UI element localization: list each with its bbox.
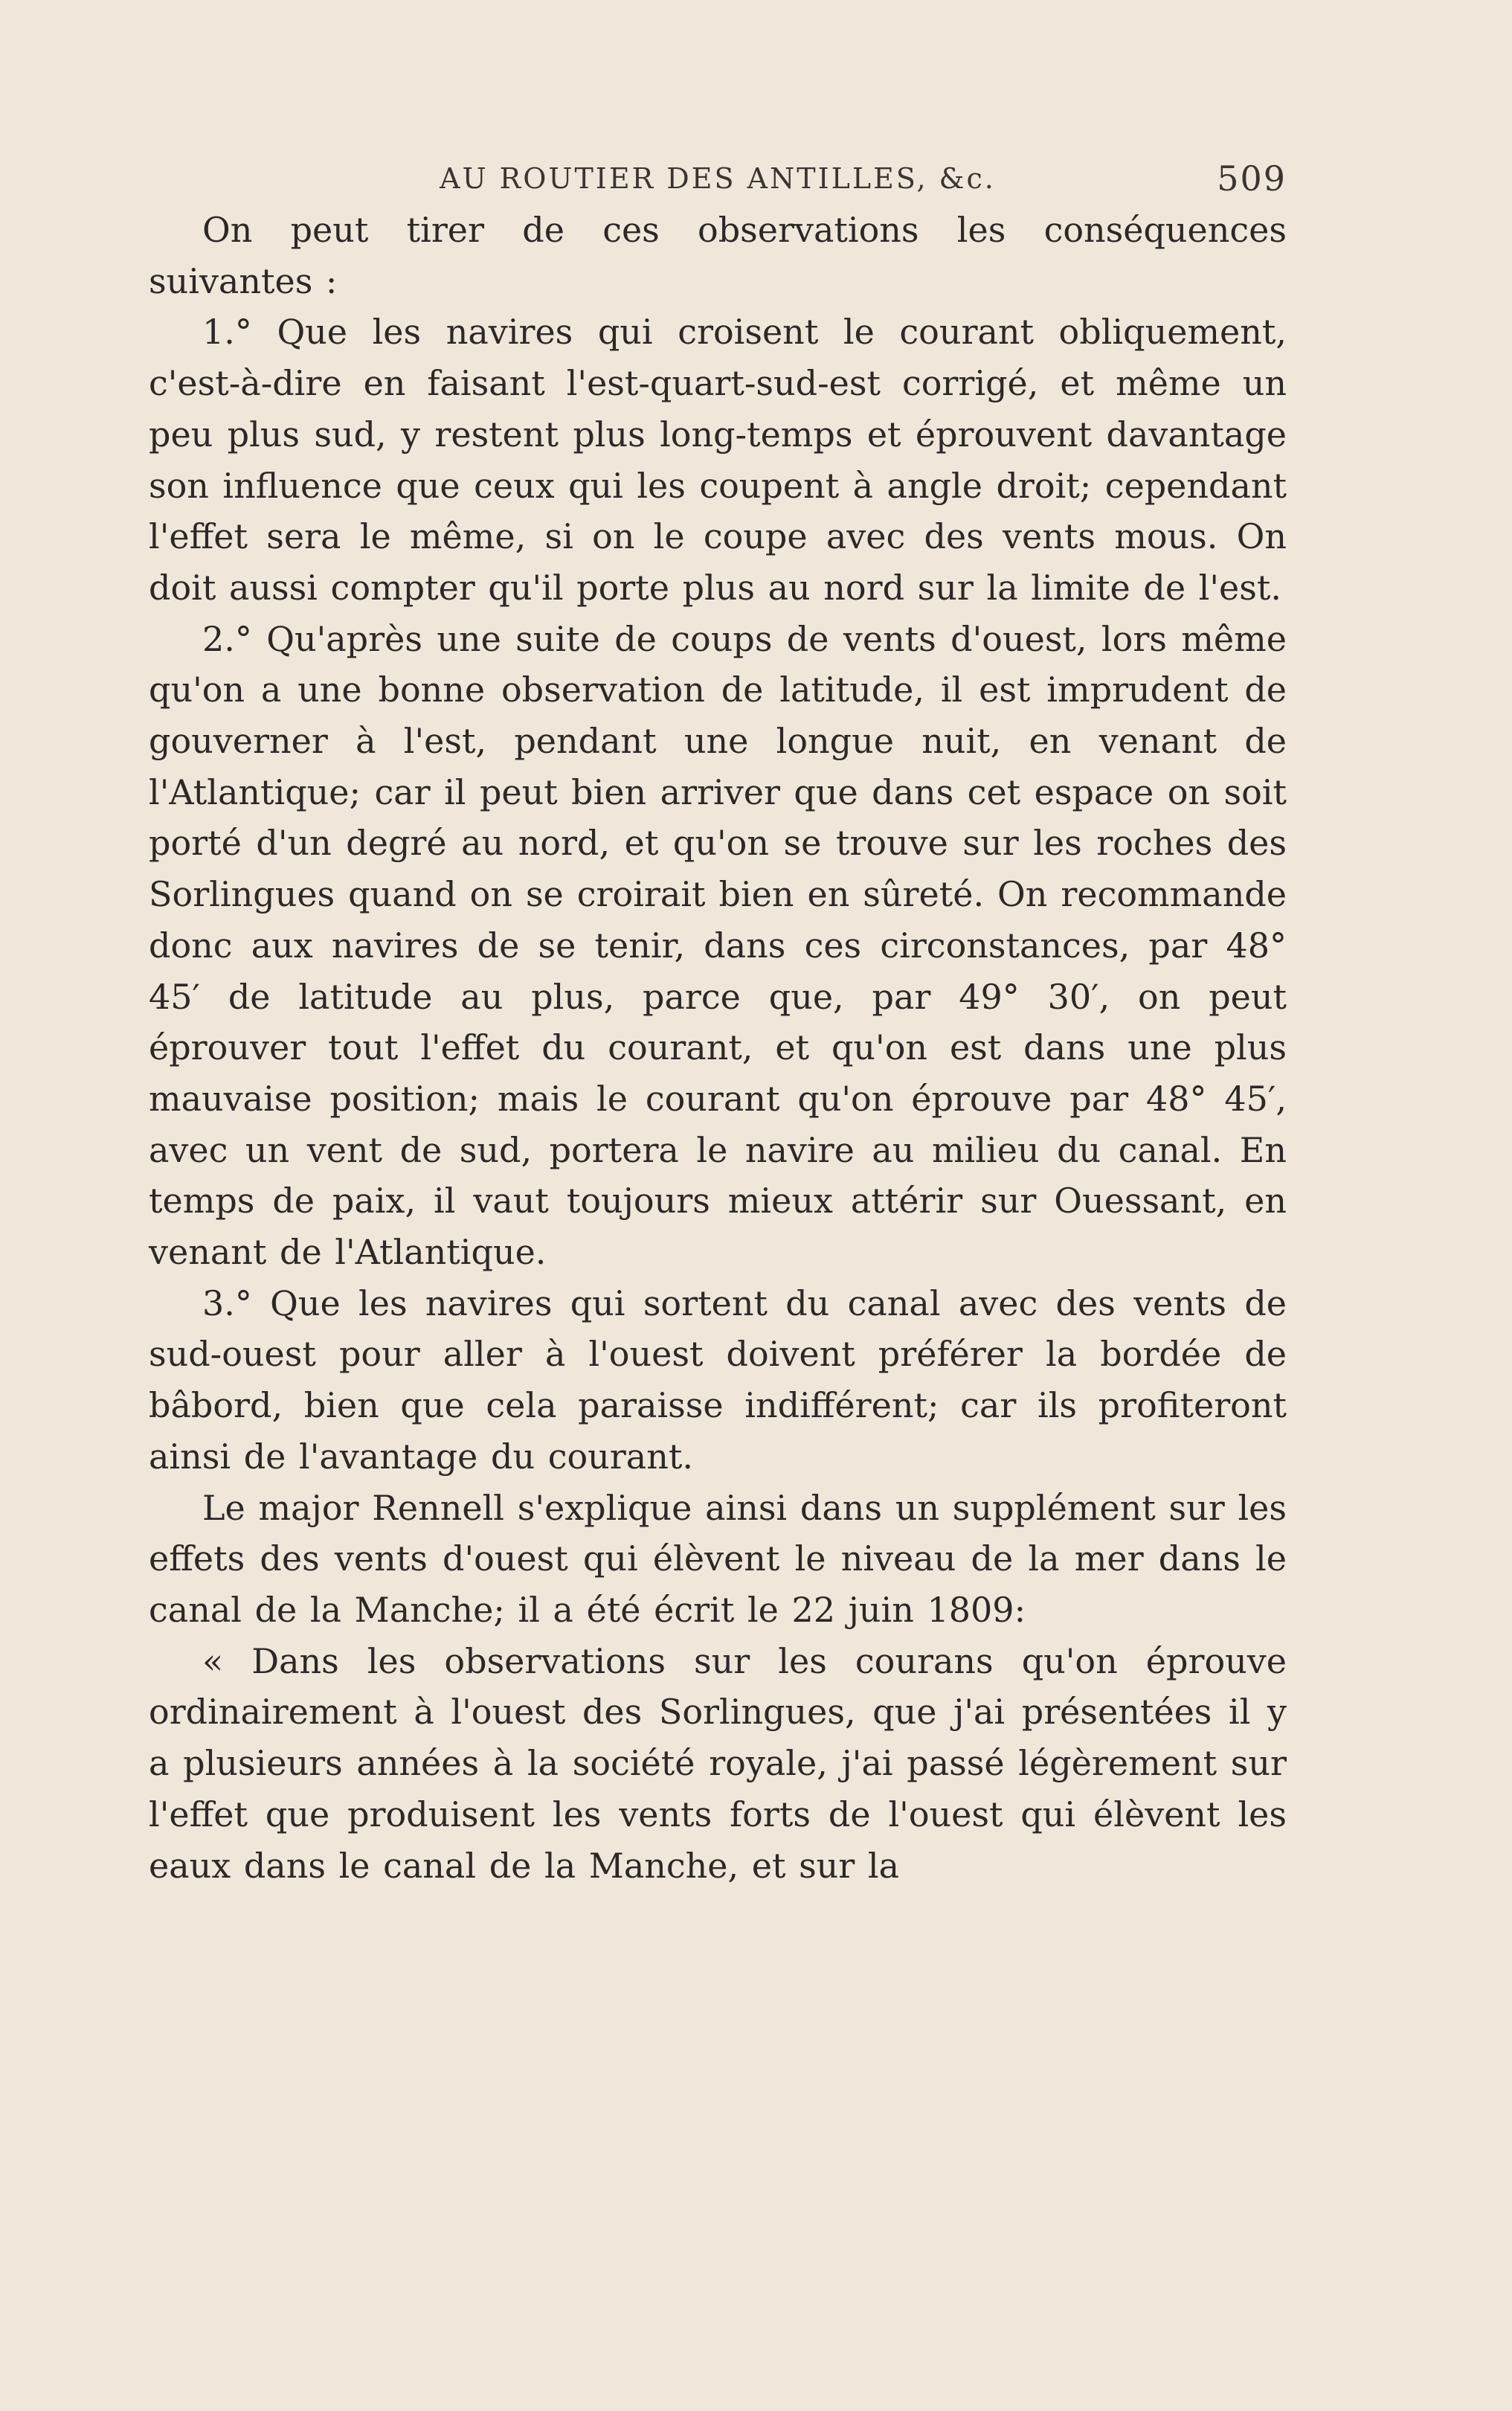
- page-number: 509: [1217, 158, 1287, 199]
- paragraph: Le major Rennell s'explique ainsi dans un supplément sur les effets des vents d'ouest qui élèvent le niveau de la mer dans le canal de la Manche; il a été écrit le 22 juin 1809:: [149, 1487, 1287, 1630]
- paragraph: « Dans les observations sur les courans qu'on éprouve ordinairement à l'ouest des Sorlingues, que j'ai présentées il y a plusieurs années à la société royale, j'ai passé légèrement sur l'effet que produisent les vents forts de l'ouest qui élèvent les eaux dans le canal de la Manche, et sur la: [149, 1640, 1287, 1886]
- paragraph: 2.° Qu'après une suite de coups de vents d'ouest, lors même qu'on a une bonne observation de latitude, il est imprudent de gouverner à l'est, pendant une longue nuit, en venant de l'Atlantique; car il peut bien arriver que dans cet espace on soit porté d'un degré au nord, et qu'on se trouve sur les roches des Sorlingues quand on se croirait bien en sûreté. On recommande donc aux navires de se tenir, dans ces circonstances, par 48° 45′ de latitude au plus, parce que, par 49° 30′, on peut éprouver tout l'effet du courant, et qu'on est dans une plus mauvaise position; mais le courant qu'on éprouve par 48° 45′, avec un vent de sud, portera le navire au milieu du canal. En temps de paix, il vaut toujours mieux attérir sur Ouessant, en venant de l'Atlantique.: [149, 618, 1287, 1273]
- paragraph: 3.° Que les navires qui sortent du canal avec des vents de sud-ouest pour aller à l'ouest doivent préférer la bordée de bâbord, bien que cela paraisse indifférent; car ils profiteront ainsi de l'avantage du courant.: [149, 1282, 1287, 1477]
- running-title: AU ROUTIER DES ANTILLES, &c.: [440, 162, 996, 195]
- paragraph: On peut tirer de ces observations les conséquences suivantes :: [149, 210, 1287, 301]
- body-text: [149, 205, 1287, 1891]
- paragraph: 1.° Que les navires qui croisent le courant obliquement, c'est-à-dire en faisant l'est-quart-sud-est corrigé, et même un peu plus sud, y restent plus long-temps et éprouvent davantage son influence que ceux qui les coupent à angle droit; cependant l'effet sera le même, si on le coupe avec des vents mous. On doit aussi compter qu'il porte plus au nord sur la limite de l'est.: [149, 312, 1287, 608]
- running-head: [149, 153, 1287, 205]
